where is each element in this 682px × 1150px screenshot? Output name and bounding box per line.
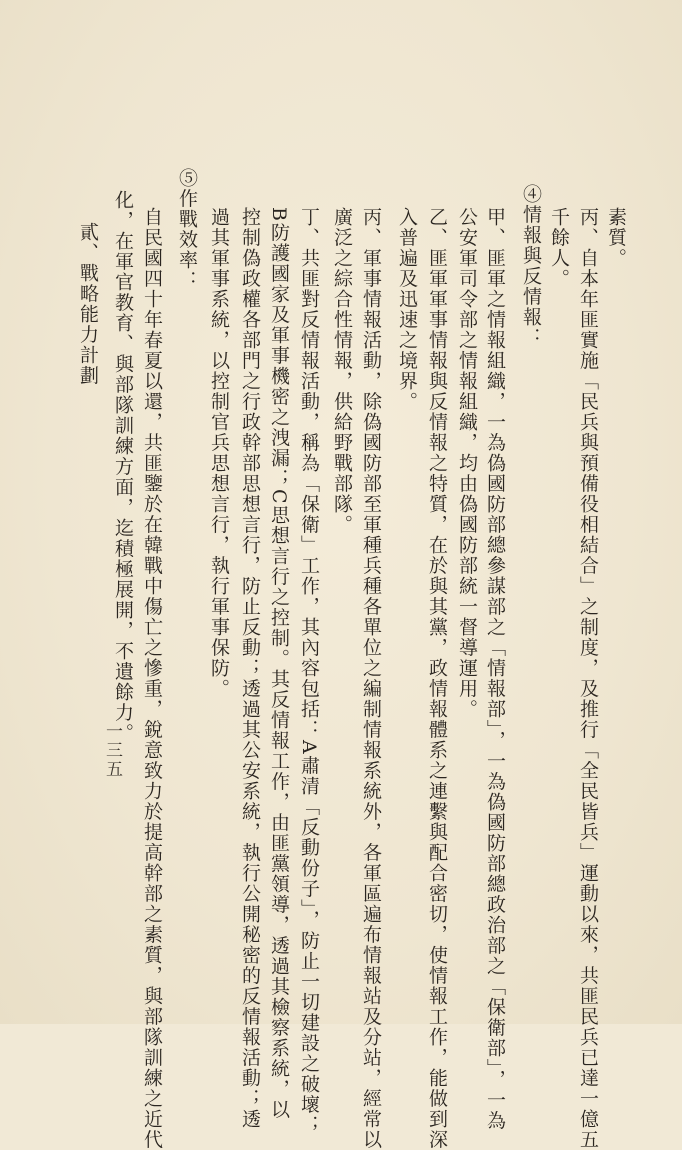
text-column-12: B防護國家及軍事機密之洩漏；C思想言行之控制。其反情報工作，由匪黨領導，透過其檢察系統，以 (268, 207, 290, 1120)
text-column-1: 素質。 (605, 207, 627, 269)
text-column-5: 甲、匪軍之情報組織，一為偽國防部總參謀部之「情報部」，一為偽國防部總政治部之「保衛部」，一為 (484, 207, 506, 1131)
text-column-13: 控制偽政權各部門之行政幹部思想言行，防止反動；透過其公安系統，執行公開秘密的反情報活動；透 (239, 207, 261, 1130)
page-number: 一三五 (102, 722, 122, 779)
text-column-8: 入普遍及迅速之境界。 (396, 207, 418, 412)
text-column-9: 丙、軍事情報活動，除偽國防部至軍種兵種各單位之編制情報系統外，各軍區遍布情報站及分站，經常以 (360, 207, 382, 1150)
text-column-3: 千餘人。 (548, 207, 570, 289)
text-column-17: 化，在軍官教育、與部隊訓練方面，迄積極展開，不遺餘力。 (112, 190, 134, 744)
text-column-7: 乙、匪軍軍事情報與反情報之特質，在於與其黨，政情報體系之連繫與配合密切，使情報工作，能做到深 (426, 207, 448, 1150)
section-heading-combat-efficiency: ⑤作戰效率： (176, 168, 198, 291)
text-column-10: 廣泛之綜合性情報，供給野戰部隊。 (331, 207, 353, 535)
text-column-14: 過其軍事系統，以控制官兵思想言行，執行軍事保防。 (208, 207, 230, 699)
chapter-heading-strategic-plan: 貳、戰略能力計劃 (77, 222, 99, 386)
text-column-6: 公安軍司令部之情報組織，均由偽國防部統一督導運用。 (456, 207, 478, 720)
section-heading-intelligence: ④情報與反情報： (520, 184, 542, 348)
text-column-2: 丙、自本年匪實施「民兵與預備役相結合」之制度，及推行「全民皆兵」運動以來，共匪民兵已達一億五 (577, 207, 599, 1150)
text-column-16: 自民國四十年春夏以還，共匪鑒於在韓戰中傷亡之慘重，銳意致力於提高幹部之素質，與部隊訓練之近代 (141, 207, 163, 1150)
text-column-11: 丁、共匪對反情報活動，稱為「保衛」工作，其內容包括：A肅清「反動份子」，防止一切建設之破壞； (298, 207, 320, 1136)
